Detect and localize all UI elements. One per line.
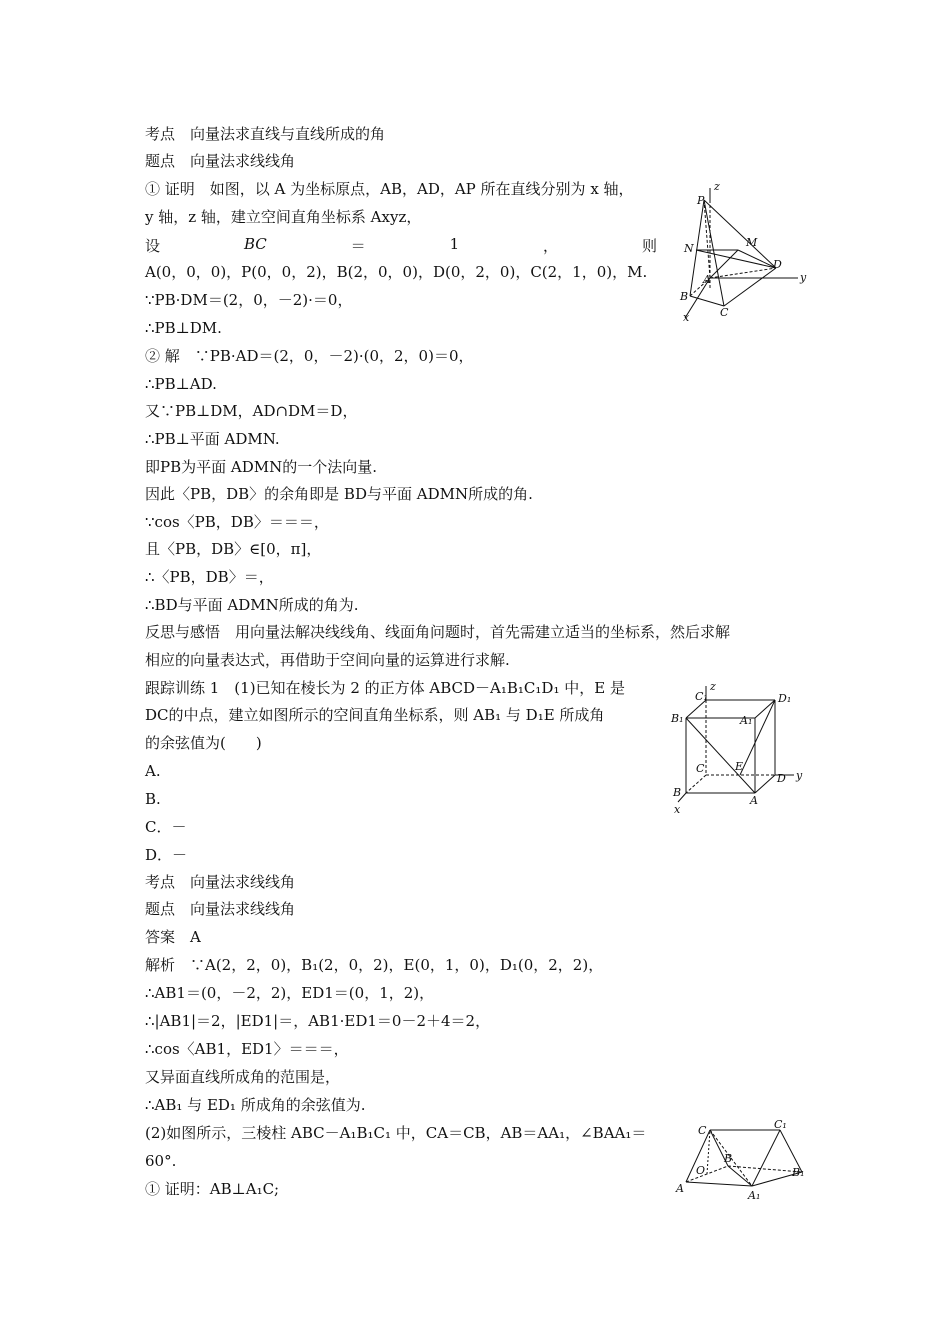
set-bc-row (145, 235, 657, 256)
fig3-label: C (698, 1124, 707, 1137)
fig2-label: B (673, 786, 682, 799)
fig3-label: B (724, 1152, 733, 1165)
fig2-label: z (710, 680, 716, 693)
fig1-label: N (684, 242, 694, 255)
fig2-label: D₁ (778, 692, 792, 705)
text-line: ∴PB⊥AD. (145, 375, 217, 393)
set-token: ， (543, 237, 559, 255)
text-line: y 轴，z 轴，建立空间直角坐标系 Axyz， (145, 208, 422, 226)
fig3-label: B₁ (792, 1166, 805, 1179)
text-line: DC的中点，建立如图所示的空间直角坐标系，则 AB₁ 与 D₁E 所成角 (145, 706, 605, 724)
text-line: ① 证明：AB⊥A₁C; (145, 1180, 280, 1198)
text-line: ② 解 ∵PB·AD＝(2，0，－2)·(0，2，0)＝0， (145, 347, 474, 365)
fig1-label: D (773, 258, 782, 271)
set-token: 设 (145, 237, 161, 255)
text-line: 60°. (145, 1152, 177, 1170)
answer-line: 答案 A (145, 928, 201, 946)
fig2-label: D (777, 772, 786, 785)
fig2-label: x (674, 803, 681, 815)
set-token: 1 (449, 235, 460, 253)
fig2-label: C₁ (695, 690, 708, 703)
fig1-label: B (680, 290, 689, 303)
text-line: ∴|AB1|＝2，|ED1|＝，AB1·ED1＝0－2＋4＝2， (145, 1012, 491, 1030)
text-line: 考点 向量法求直线与直线所成的角 (145, 125, 386, 143)
fig1-label: A (703, 273, 711, 286)
text-line: 考点 向量法求线线角 (145, 873, 296, 891)
text-line: ∴BD与平面 ADMN所成的角为. (145, 596, 359, 614)
option-b: B. (145, 790, 161, 808)
fig2-label: E (735, 760, 744, 773)
text-line: ∴PB⊥平面 ADMN. (145, 430, 280, 448)
text-line: A(0，0，0)，P(0，0，2)，B(2，0，0)，D(0，2，0)，C(2，1，0)，M. (145, 263, 648, 281)
pyramid-figure (672, 178, 812, 323)
text-line: 又∵PB⊥DM，AD∩DM＝D， (145, 402, 358, 420)
fig2-label: y (796, 769, 803, 782)
text-line: ∴cos〈AB1，ED1〉＝＝＝， (145, 1040, 349, 1058)
text-line: ∴AB1＝(0，－2，2)，ED1＝(0，1，2)， (145, 984, 435, 1002)
text-line: 解析 ∵A(2，2，0)，B₁(2，0，2)，E(0，1，0)，D₁(0，2，2)， (145, 956, 604, 974)
fig1-label: z (714, 180, 720, 193)
text-line: 即PB为平面 ADMN的一个法向量. (145, 458, 377, 476)
text-line: 且〈PB，DB〉∈[0，π]， (145, 540, 322, 558)
fig2-label: A (750, 794, 758, 807)
fig1-label: C (720, 306, 729, 319)
option-c: C．－ (145, 818, 187, 836)
fig1-label: P (697, 194, 705, 207)
text-line: 题点 向量法求线线角 (145, 152, 296, 170)
fig1-label: y (800, 271, 807, 284)
set-token: BC (243, 235, 267, 253)
text-line: ∴PB⊥DM. (145, 319, 222, 337)
text-line: 跟踪训练 1 (1)已知在棱长为 2 的正方体 ABCD－A₁B₁C₁D₁ 中，E 是 (145, 679, 625, 697)
text-line: ① 证明 如图，以 A 为坐标原点，AB，AD，AP 所在直线分别为 x 轴， (145, 180, 634, 198)
text-line: 相应的向量表达式，再借助于空间向量的运算进行求解. (145, 651, 510, 669)
fig3-label: A₁ (748, 1189, 761, 1202)
text-line: ∴〈PB，DB〉＝， (145, 568, 274, 586)
fig2-label: C (696, 762, 705, 775)
fig1-label: x (683, 311, 690, 323)
option-d: D．－ (145, 846, 188, 864)
prism-figure (674, 1118, 814, 1203)
fig3-label: O (696, 1164, 706, 1177)
fig3-label: A (676, 1182, 684, 1195)
set-token: 则 (641, 237, 657, 255)
text-line: 题点 向量法求线线角 (145, 900, 296, 918)
fig2-label: B₁ (671, 712, 684, 725)
fig3-label: C₁ (774, 1118, 787, 1131)
text-line: ∵PB·DM＝(2，0，－2)·＝0， (145, 291, 353, 309)
text-line: ∵cos〈PB，DB〉＝＝＝， (145, 513, 329, 531)
text-line: (2)如图所示，三棱柱 ABC－A₁B₁C₁ 中，CA＝CB，AB＝AA₁，∠BAA₁＝ (145, 1124, 647, 1142)
text-line: 的余弦值为( ) (145, 734, 262, 752)
fig1-label: M (746, 236, 758, 249)
text-line: 因此〈PB，DB〉的余角即是 BD与平面 ADMN所成的角. (145, 485, 533, 503)
cube-figure (668, 680, 813, 815)
fig2-label: A₁ (740, 714, 753, 727)
option-a: A. (145, 762, 161, 780)
text-line: 又异面直线所成角的范围是， (145, 1068, 341, 1086)
set-token: ＝ (350, 237, 366, 255)
text-line: ∴AB₁ 与 ED₁ 所成角的余弦值为. (145, 1096, 366, 1114)
text-line: 反思与感悟 用向量法解决线线角、线面角问题时，首先需建立适当的坐标系，然后求解 (145, 623, 731, 641)
